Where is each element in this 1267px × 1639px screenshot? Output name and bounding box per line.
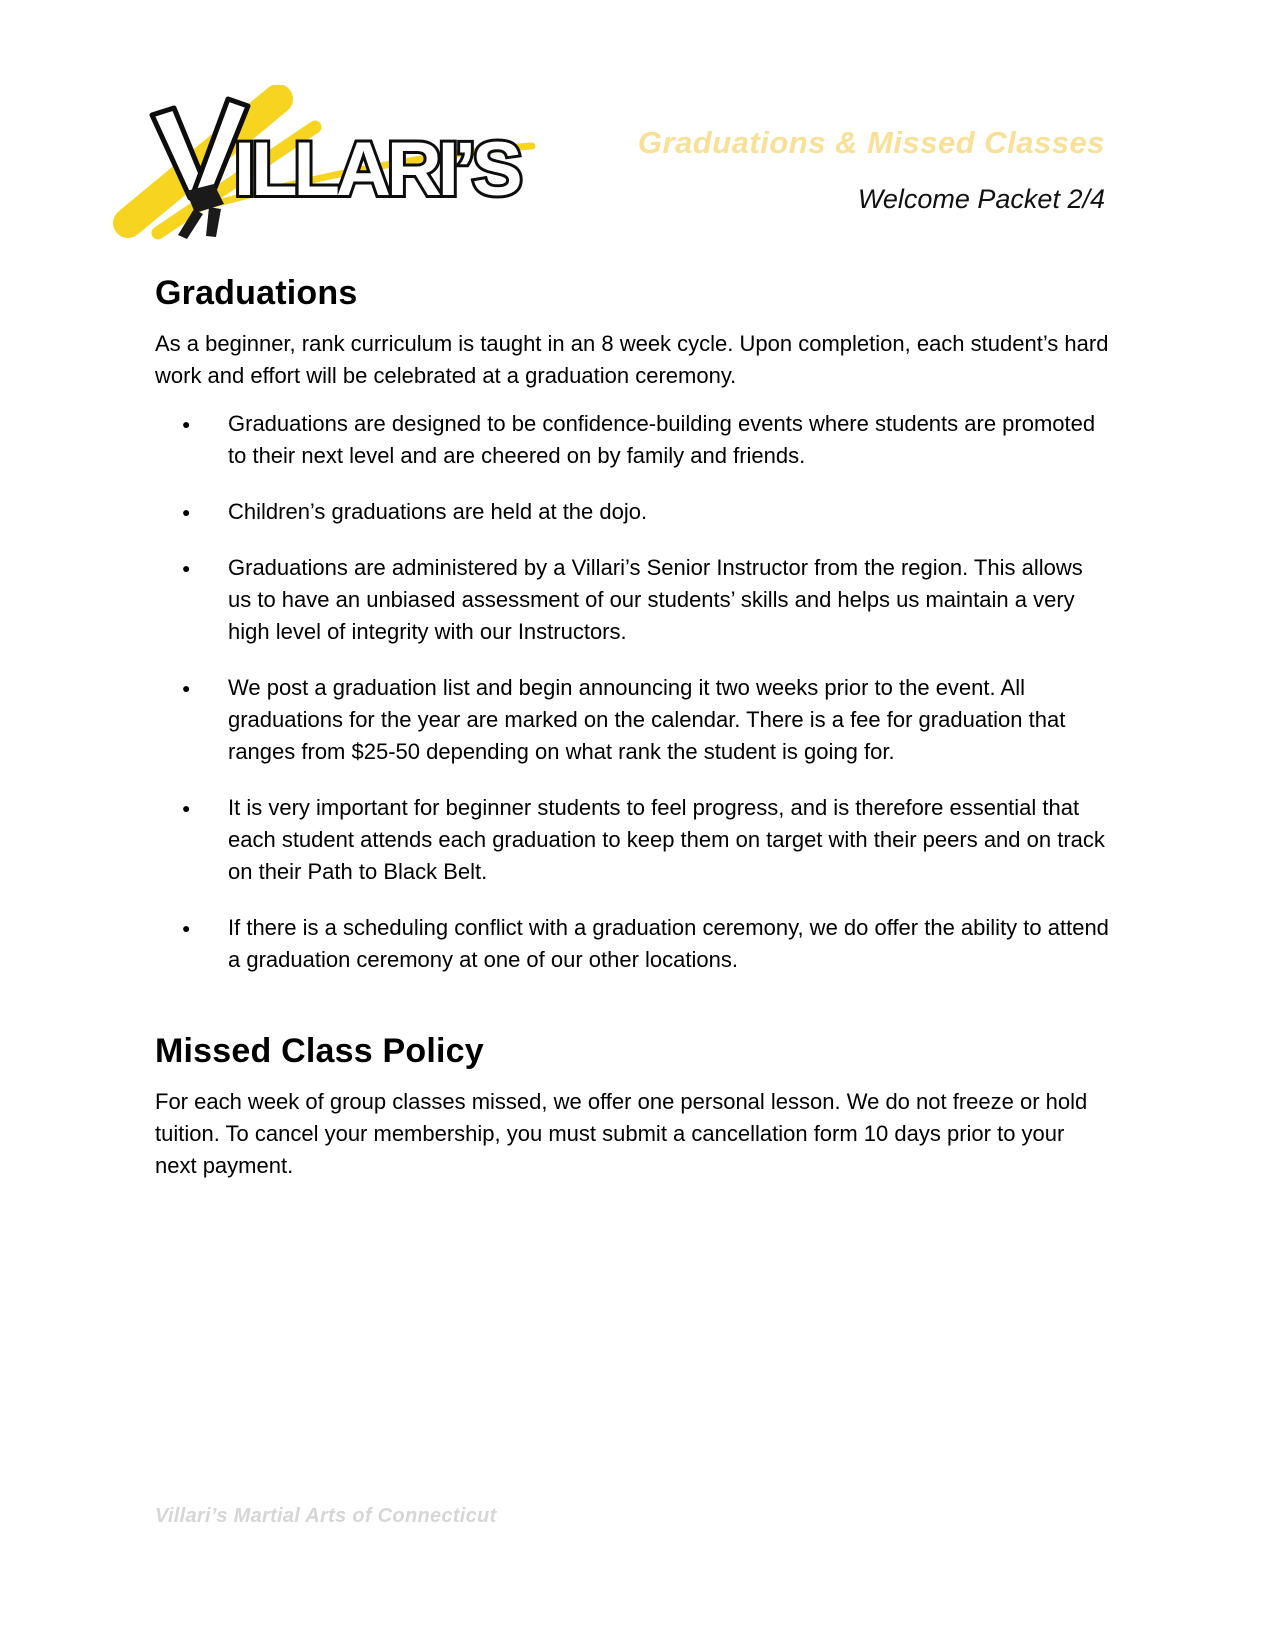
list-item <box>155 672 1112 768</box>
list-item <box>155 792 1112 888</box>
document-subtitle: Welcome Packet 2/4 <box>857 184 1105 214</box>
list-item-text: Graduations are administered by a Villari’s Senior Instructor from the region. This allows us to have an unbiased assessment of our students’ skills and helps us maintain a very high level of integrity with our Instructors. <box>228 555 1083 644</box>
list-item-text: Graduations are designed to be confidence-building events where students are promoted to their next level and are cheered on by family and friends. <box>228 411 1096 468</box>
section-heading-missed-class-policy: Missed Class Policy <box>155 1032 484 1070</box>
bullet-icon: ● <box>182 800 191 816</box>
villaris-logo <box>110 85 540 240</box>
list-item-text: If there is a scheduling conflict with a graduation ceremony, we do offer the ability to attend a graduation ceremony at one of our other locations. <box>228 915 1109 972</box>
header-titles <box>638 85 1105 215</box>
bullet-icon: ● <box>182 680 191 696</box>
list-item <box>155 912 1112 976</box>
graduations-bullet-list <box>155 408 1112 976</box>
bullet-icon: ● <box>182 504 191 520</box>
section-graduations <box>155 274 1112 976</box>
section-heading-graduations: Graduations <box>155 274 358 312</box>
list-item <box>155 552 1112 648</box>
bullet-icon: ● <box>182 920 191 936</box>
list-item <box>155 496 1112 528</box>
graduations-intro-paragraph: As a beginner, rank curriculum is taught in an 8 week cycle. Upon completion, each student’s hard work and effort will be celebrated at a graduation ceremony. <box>155 331 1109 388</box>
bullet-icon: ● <box>182 560 191 576</box>
villaris-logo-graphic <box>110 85 540 240</box>
page-footer <box>155 1505 497 1528</box>
list-item-text: It is very important for beginner students to feel progress, and is therefore essential that each student attends each graduation to keep them on target with their peers and on track on their Path to Black Belt. <box>228 795 1105 884</box>
bullet-icon: ● <box>182 416 191 432</box>
logo-wordmark-text: ILLARI’S <box>234 127 519 212</box>
list-item-text: We post a graduation list and begin announcing it two weeks prior to the event. All graduations for the year are marked on the calendar. There is a fee for graduation that ranges from $25-50 depending on what rank the student is going for. <box>228 675 1066 764</box>
section-missed-class-policy <box>155 1032 1112 1182</box>
missed-class-policy-paragraph: For each week of group classes missed, we offer one personal lesson. We do not freeze or hold tuition. To cancel your membership, you must submit a cancellation form 10 days prior to your next payment. <box>155 1089 1088 1178</box>
page-header <box>0 0 1267 240</box>
list-item-text: Children’s graduations are held at the dojo. <box>228 499 648 524</box>
list-item <box>155 408 1112 472</box>
document-title: Graduations & Missed Classes <box>637 125 1105 160</box>
document-body <box>0 274 1262 1182</box>
footer-text: Villari’s Martial Arts of Connecticut <box>155 1505 497 1527</box>
